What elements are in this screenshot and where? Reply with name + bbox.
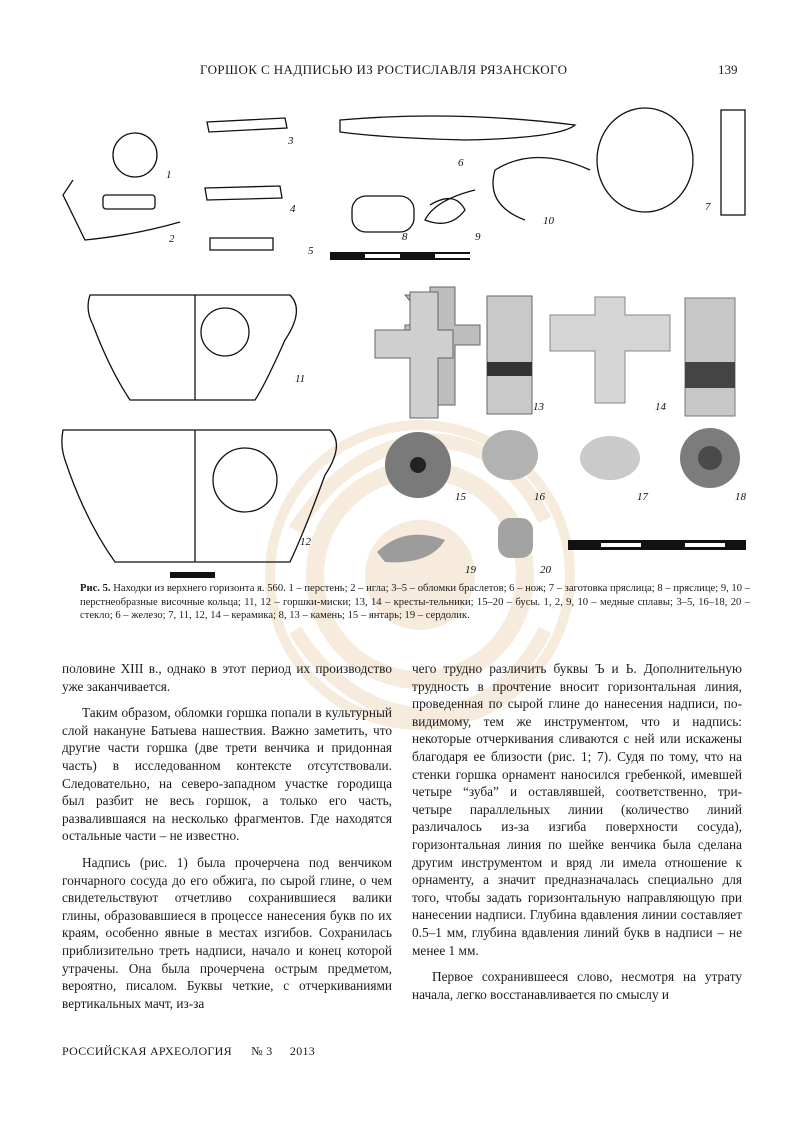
bracelet-fragment-5 xyxy=(210,238,273,250)
temple-ring-9 xyxy=(425,190,475,223)
figure-number-14: 14 xyxy=(655,401,666,413)
figure-number-1: 1 xyxy=(166,169,172,181)
figure-number-10: 10 xyxy=(543,215,554,227)
figure-number-12: 12 xyxy=(300,536,311,548)
figure-drawings xyxy=(55,100,755,580)
figure-number-16: 16 xyxy=(534,491,545,503)
right-paragraph-2: Первое сохранившееся слово, несмотря на утрату начала, легко восстанавливается по смыслу и xyxy=(412,969,742,1002)
issue-year: 2013 xyxy=(289,1044,316,1058)
figure-number-9: 9 xyxy=(475,231,481,243)
right-column xyxy=(412,660,742,1003)
ring-drawing xyxy=(113,133,157,177)
whorl-blank-section xyxy=(721,110,745,215)
left-column xyxy=(62,660,392,1012)
left-paragraph-3: Надпись (рис. 1) была прочерчена под венчиком гончарного сосуда до его обжига, по сырой глине, о чем свидетельствуют отчетливо сохранившиеся валики глины, образовавшиеся в процессе нанесения букв по их краям, особенно явные в местах изгибов. Сохранилась приблизительно треть надписи, начало и конец которой утрачены. Она была прочерчена острым предметом, вероятно, писалом. Буквы четкие, с отчеркиваниями вертикальных мачт, из-за xyxy=(62,854,392,1011)
left-paragraph-1: половине XIII в., однако в этот период их производство уже заканчивается. xyxy=(62,661,392,694)
left-paragraph-2: Таким образом, обломки горшка попали в культурный слой накануне Батыева нашествия. Важно заметить, что другие части горшка (две трети венчика и придонная часть) в исследованном контексте отсутствовали. Следовательно, на северо-западном участке городища был разбит не весь горшок, а только его часть, развалившаяся на несколько фрагментов. Где находятся остальные части – не известно. xyxy=(62,705,392,844)
figure-number-4: 4 xyxy=(290,203,296,215)
bracelet-fragment-4 xyxy=(205,186,282,200)
figure-number-2: 2 xyxy=(169,233,175,245)
knife-drawing xyxy=(340,116,575,140)
figure-number-11: 11 xyxy=(295,373,306,385)
figure-number-17: 17 xyxy=(637,491,648,503)
right-paragraph-1: чего трудно различить буквы Ъ и Ь. Дополнительную трудность в прочтение вносит горизонтальная линия, проведенная по сырой глине до нанесения надписи, по-видимому, тем же инструментом, что и надпись: некоторые отчеркивания сливаются с ней или искажены благодаря ее близости (рис. 1; 7). Судя по тому, что на стенки горшка орнамент наносился гребенкой, имевшей четыре “зуба” и оставлявшей, соответственно, три-четыре параллельных линии (количество линий различалось из-за изгиба поверхности сосуда), горизонтальная линия по шейке венчика была сделана другим инструментом и вряд ли имела отношение к орнаменту, а значит предназначалась специально для того, чтобы задать горизонтальную направляющую при нанесении надписи. Глубина вдавления линии составляет 0.5–1 мм, глубина вдавления линий букв в надписи – не менее 1 мм. xyxy=(412,661,742,958)
caption-text: Находки из верхнего горизонта я. 560. 1 – перстень; 2 – игла; 3–5 – обломки браслетов; 6 – нож; 7 – заготовка пряслица; 8 – пряслице; 9, 10 – перстнеобразные височные кольца; 11, 12 – горшки-миски; 13, 14 – кресты-тельники; 15–20 – бусы. 1, 2, 9, 10 – медные сплавы; 3–5, 16–18, 20 – стекло; 6 – железо; 7, 11, 12, 14 – керамика; 8, 13 – камень; 15 – янтарь; 19 – сердолик. xyxy=(80,583,750,622)
figure-caption xyxy=(80,582,750,623)
figure-number-13: 13 xyxy=(533,401,544,413)
bead-photo-20 xyxy=(498,518,533,558)
temple-ring-10 xyxy=(493,158,590,221)
figure-number-18: 18 xyxy=(735,491,746,503)
figure-number-7: 7 xyxy=(705,201,711,213)
bowl-drawing-11 xyxy=(88,295,296,400)
ring-section-drawing xyxy=(103,195,155,209)
cross-photo-13 xyxy=(375,287,532,418)
scale-bar-bottom-left xyxy=(170,572,215,578)
journal-name: РОССИЙСКАЯ АРХЕОЛОГИЯ xyxy=(62,1044,232,1058)
bead-photo-16 xyxy=(482,430,538,480)
figure-number-15: 15 xyxy=(455,491,466,503)
figure-number-8: 8 xyxy=(402,231,408,243)
spindle-whorl-drawing xyxy=(352,196,414,232)
scale-bar-bottom-right xyxy=(568,540,746,550)
figure-number-19: 19 xyxy=(465,564,476,576)
figure-number-5: 5 xyxy=(308,245,314,257)
bead-photo-17 xyxy=(580,436,640,480)
page-number: 139 xyxy=(718,62,738,77)
footer xyxy=(62,1044,315,1059)
bead-photo-19 xyxy=(377,535,445,563)
needle-drawing xyxy=(63,180,180,240)
issue-number: № 3 xyxy=(251,1044,273,1058)
caption-label: Рис. 5. xyxy=(80,583,111,594)
scale-bar-top xyxy=(330,252,470,260)
figure-number-20: 20 xyxy=(540,564,551,576)
figure-number-3: 3 xyxy=(288,135,294,147)
cross-photo-14 xyxy=(550,297,735,416)
whorl-blank-drawing xyxy=(597,108,693,212)
running-title: ГОРШОК С НАДПИСЬЮ ИЗ РОСТИСЛАВЛЯ РЯЗАНСКОГО xyxy=(200,62,568,77)
bowl-drawing-12 xyxy=(62,430,337,562)
figure-number-6: 6 xyxy=(458,157,464,169)
bracelet-fragment-3 xyxy=(207,118,287,132)
figure-5 xyxy=(55,100,755,580)
